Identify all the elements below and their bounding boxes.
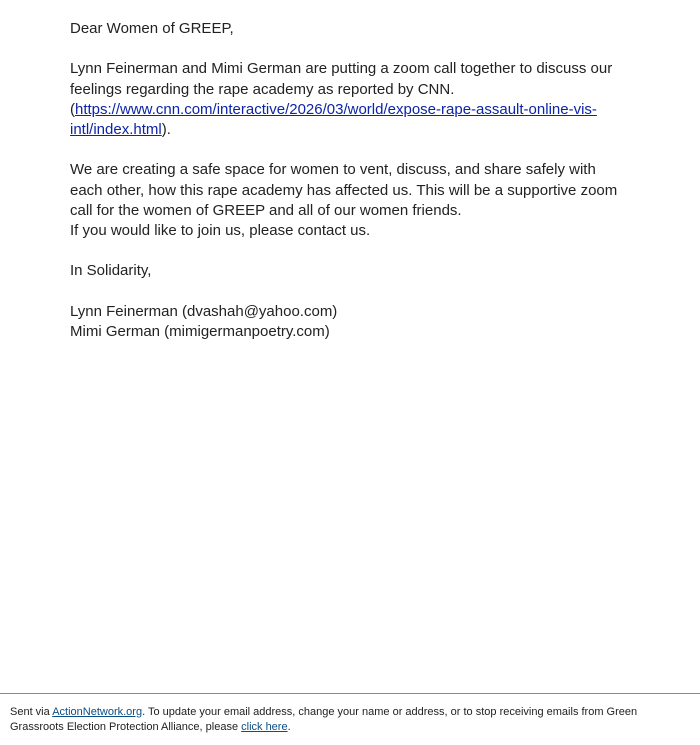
footer-unsubscribe-text: . To update your email address, change your name or address, or to stop receiving emails from Green Grassroots Election Protection Alliance, please [10, 706, 638, 733]
email-paragraph-details [70, 160, 630, 241]
click-here-link[interactable]: click here [241, 721, 288, 733]
signature-mimi: Mimi German (mimigermanpoetry.com) [70, 322, 330, 340]
details-text: We are creating a safe space for women to vent, discuss, and share safely with each other, how this rape academy has affected us. This will be a supportive zoom call for the women of GREEP and all of our women friends. [70, 161, 618, 219]
email-footer [10, 705, 660, 735]
contact-invite-text: If you would like to join us, please contact us. [70, 222, 371, 239]
footer-end-punctuation: . [287, 721, 291, 733]
actionnetwork-link[interactable]: ActionNetwork.org [52, 706, 143, 718]
signature-lynn: Lynn Feinerman (dvashah@yahoo.com) [70, 302, 338, 320]
cnn-article-link[interactable]: https://www.cnn.com/interactive/2026/03/world/expose-rape-assault-online-vis-intl/index.html [70, 100, 597, 138]
email-signature [70, 302, 630, 342]
email-greeting: Dear Women of GREEP, [70, 20, 234, 37]
link-open-paren: ( [70, 100, 75, 118]
footer-sent-via: Sent via [10, 706, 53, 718]
intro-text: Lynn Feinerman and Mimi German are putting a zoom call together to discuss our feelings regarding the rape academy as reported by CNN. [70, 60, 613, 98]
email-paragraph-intro [70, 59, 630, 140]
email-closing: In Solidarity, [70, 262, 152, 280]
footer-divider [0, 693, 700, 694]
link-close-paren: ). [161, 121, 171, 138]
email-body [70, 19, 630, 342]
